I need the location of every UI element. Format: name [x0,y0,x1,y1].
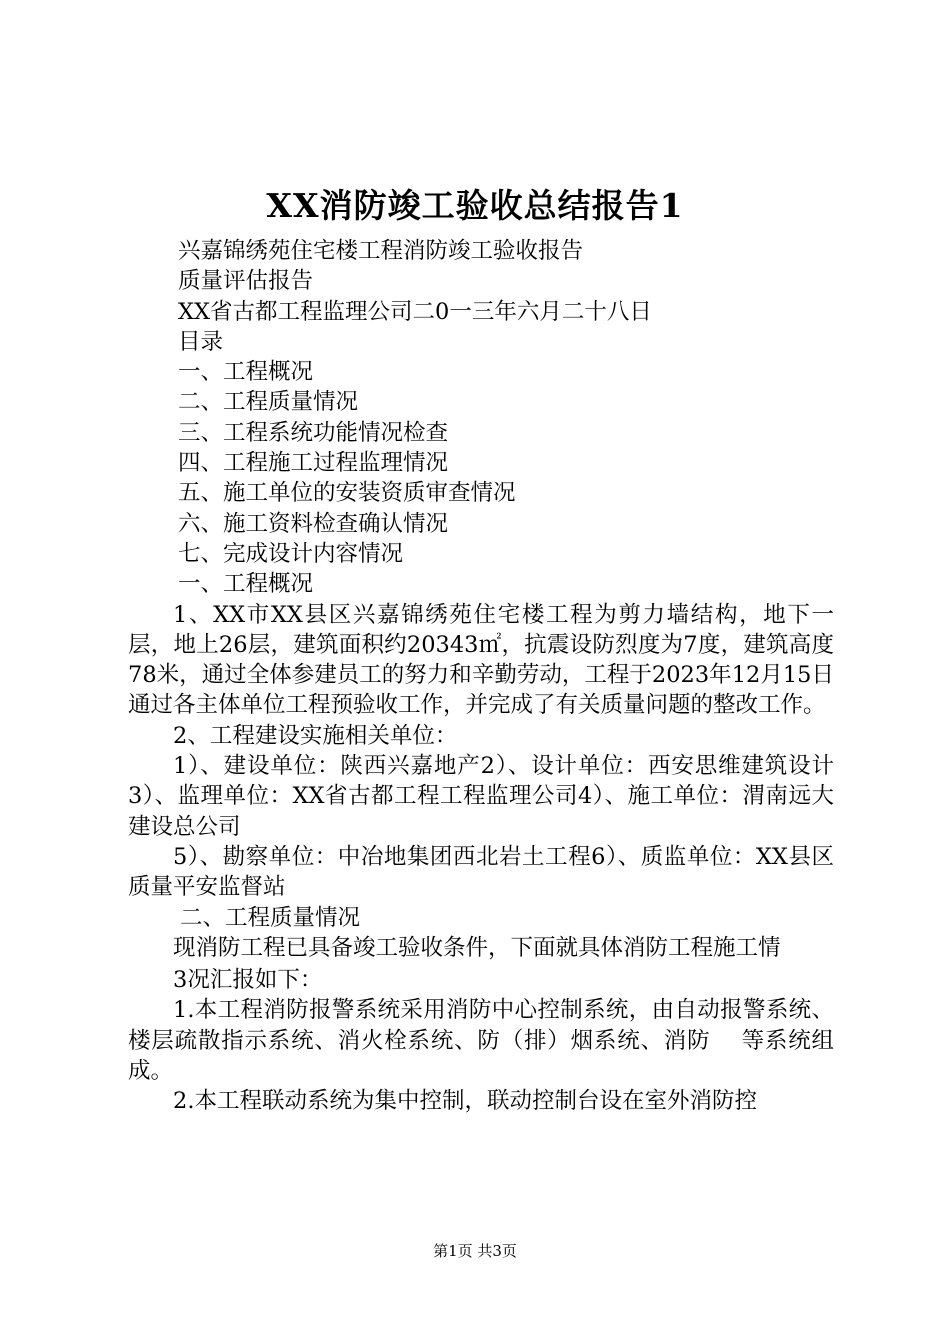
toc-item: 七、完成设计内容情况 [178,540,404,567]
paragraph-linkage-system: 2.本工程联动系统为集中控制，联动控制台设在室外消防控 [173,1088,757,1115]
page-number-footer: 第1页 共3页 [433,1242,517,1260]
paragraph-units-list-1: 1）、建设单位：陕西兴嘉地产2）、设计单位：西安思维建筑设计3）、监理单位：XX省古都工程工程监理公司4）、施工单位：渭南远大建设总公司 [128,753,834,840]
document-title: XX消防竣工验收总结报告1 [266,186,684,225]
company-date-line: XX省古都工程监理公司二0一三年六月二十八日 [178,298,652,325]
toc-item: 三、工程系统功能情况检查 [178,419,449,446]
quality-report-line: 质量评估报告 [178,268,314,295]
paragraph-alarm-system: 1.本工程消防报警系统采用消防中心控制系统，由自动报警系统、楼层疏散指示系统、消火栓系统、防（排）烟系统、消防 等系统组成。 [128,997,834,1085]
toc-heading: 目录 [178,328,224,355]
toc-item: 二、工程质量情况 [178,389,359,416]
paragraph-project-overview: 1、XX市XX县区兴嘉锦绣苑住宅楼工程为剪力墙结构，地下一层，地上26层，建筑面积约20343㎡，抗震设防烈度为7度，建筑高度78米，通过全体参建员工的努力和辛勤劳动，工程于2023年12月15日通过各主体单位工程预验收工作，并完成了有关质量问题的整改工作。 [128,601,834,719]
project-report-title-line: 兴嘉锦绣苑住宅楼工程消防竣工验收报告 [178,238,584,264]
paragraph-units-list-2: 5）、勘察单位：中冶地集团西北岩土工程6）、质监单位：XX县区质量平安监督站 [128,843,834,901]
section-heading-quality: 二、工程质量情况 [180,904,361,931]
section-heading-overview: 一、工程概况 [178,571,314,598]
toc-item: 一、工程概况 [178,359,314,386]
toc-item: 六、施工资料检查确认情况 [178,510,449,537]
document-body [128,236,834,1117]
paragraph-report-intro: 3况汇报如下： [173,967,323,994]
paragraph-related-units: 2、工程建设实施相关单位： [173,722,458,749]
toc-item: 四、工程施工过程监理情况 [178,450,449,477]
paragraph-acceptance-conditions: 现消防工程已具备竣工验收条件，下面就具体消防工程施工情 [173,934,781,961]
toc-item: 五、施工单位的安装资质审查情况 [178,480,516,507]
